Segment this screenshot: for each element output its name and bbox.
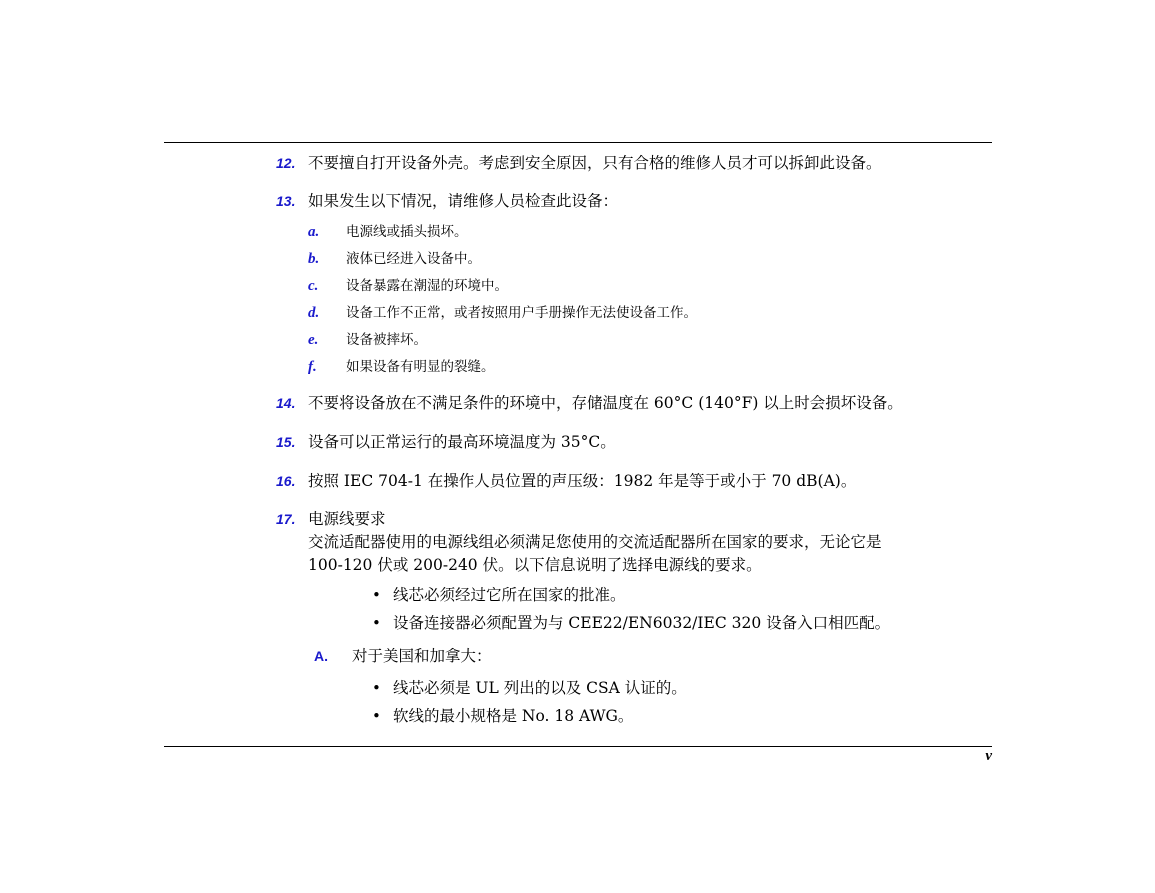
header-rule (164, 142, 992, 143)
item-title-17: 电源线要求 (308, 510, 386, 528)
sub-text-b: 液体已经进入设备中。 (346, 251, 481, 267)
item-number-16: 16. (276, 473, 296, 489)
item-text-16: 按照 IEC 704-1 在操作人员位置的声压级：1982 年是等于或小于 70 dB(A)。 (308, 472, 857, 490)
sub-text-c: 设备暴露在潮湿的环境中。 (346, 278, 508, 294)
sub-letter-f: f. (308, 359, 317, 375)
sub-text-e: 设备被摔坏。 (346, 332, 427, 348)
sub-letter-b: b. (308, 251, 320, 267)
bullet-text-1: 线芯必须经过它所在国家的批准。 (393, 586, 626, 604)
bullet-icon: • (372, 679, 381, 697)
bullet-icon: • (372, 707, 381, 725)
item-number-14: 14. (276, 395, 296, 411)
item-text-13: 如果发生以下情况，请维修人员检查此设备： (308, 192, 619, 210)
bullet-text-3: 线芯必须是 UL 列出的以及 CSA 认证的。 (393, 679, 687, 697)
item-number-13: 13. (276, 193, 296, 209)
page-number: v (985, 748, 992, 764)
sub-letter-c: c. (308, 278, 319, 294)
item-text-14: 不要将设备放在不满足条件的环境中，存储温度在 60°C (140°F) 以上时会损坏设备。 (308, 394, 903, 412)
item-text-17-line1: 交流适配器使用的电源线组必须满足您使用的交流适配器所在国家的要求，无论它是 (308, 533, 882, 551)
bullet-text-4: 软线的最小规格是 No. 18 AWG。 (393, 707, 634, 725)
bullet-icon: • (372, 586, 381, 604)
item-number-17: 17. (276, 511, 296, 527)
sub-letter-e: e. (308, 332, 319, 348)
sub-text-a: 电源线或插头损坏。 (346, 224, 468, 240)
section-letter-a: A. (314, 648, 328, 664)
sub-text-d: 设备工作不正常，或者按照用户手册操作无法使设备工作。 (346, 305, 697, 321)
sub-letter-d: d. (308, 305, 320, 321)
sub-letter-a: a. (308, 224, 320, 240)
bullet-text-2: 设备连接器必须配置为与 CEE22/EN6032/IEC 320 设备入口相匹配。 (393, 614, 891, 632)
section-text-a: 对于美国和加拿大： (352, 647, 492, 665)
footer-rule (164, 746, 992, 747)
item-number-15: 15. (276, 434, 296, 450)
item-text-15: 设备可以正常运行的最高环境温度为 35°C。 (308, 433, 616, 451)
item-number-12: 12. (276, 155, 296, 171)
item-text-17-line2: 100-120 伏或 200-240 伏。以下信息说明了选择电源线的要求。 (308, 556, 762, 574)
item-text-12: 不要擅自打开设备外壳。考虑到安全原因，只有合格的维修人员才可以拆卸此设备。 (308, 154, 882, 172)
bullet-icon: • (372, 614, 381, 632)
sub-text-f: 如果设备有明显的裂缝。 (346, 359, 495, 375)
